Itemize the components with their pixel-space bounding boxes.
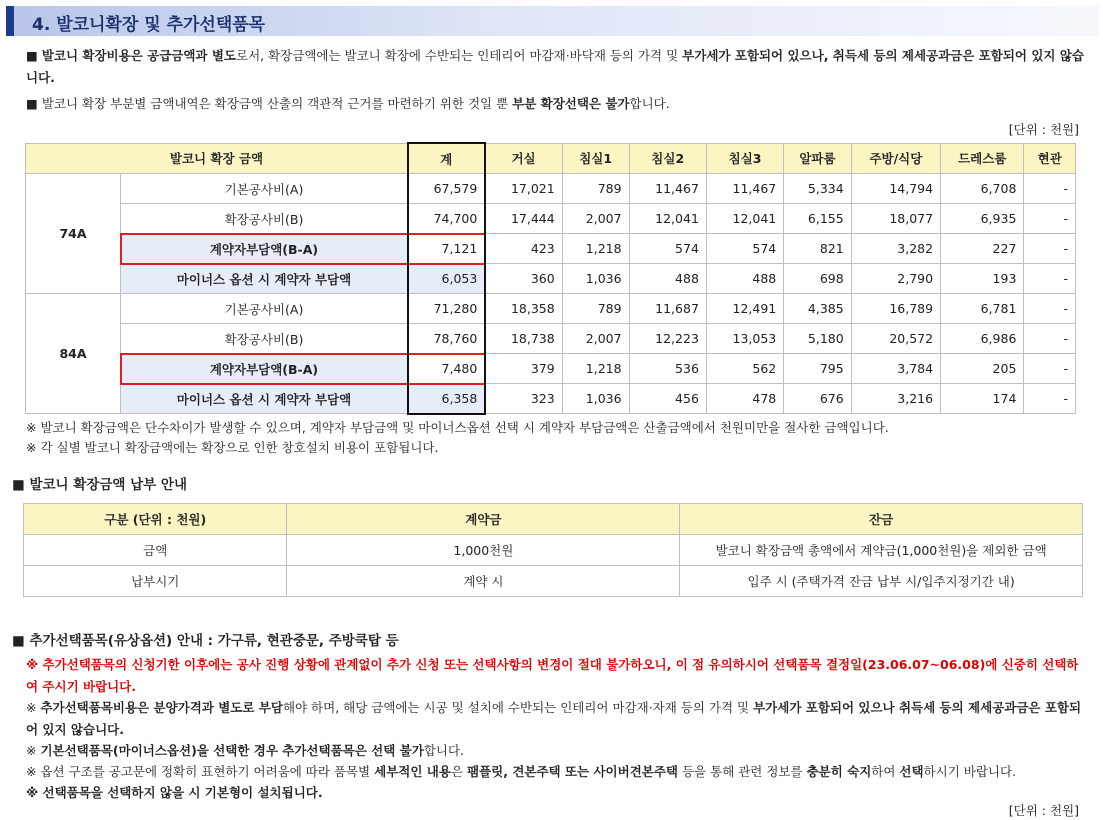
table-note-window: ※ 각 실별 발코니 확장금액에는 확장으로 인한 창호설치 비용이 포함됩니다. bbox=[26, 440, 439, 455]
value-cell: 18,077 bbox=[851, 204, 940, 234]
option-note-text: 세부적인 내용 bbox=[374, 764, 451, 779]
header-col-4: 침실2 bbox=[629, 143, 706, 174]
value-cell: 12,491 bbox=[706, 294, 783, 324]
payment-cell: 입주 시 (주택가격 잔금 납부 시/입주지정기간 내) bbox=[680, 566, 1083, 597]
table-row bbox=[24, 535, 1083, 566]
note-text: 부분 확장선택은 불가 bbox=[512, 96, 630, 111]
value-cell: - bbox=[1024, 264, 1076, 294]
row-label: 확장공사비(B) bbox=[121, 204, 408, 234]
value-cell: - bbox=[1024, 174, 1076, 204]
value-cell: 5,180 bbox=[784, 324, 851, 354]
option-note-text: ※ 선택품목을 선택하지 않을 시 기본형이 설치됩니다. bbox=[26, 785, 323, 800]
value-cell: - bbox=[1024, 234, 1076, 264]
value-cell: - bbox=[1024, 324, 1076, 354]
highlight-box bbox=[120, 353, 486, 385]
value-cell: 13,053 bbox=[706, 324, 783, 354]
page-title: 4. 발코니확장 및 추가선택품목 bbox=[32, 15, 266, 35]
value-cell: 174 bbox=[941, 384, 1024, 414]
table-row bbox=[24, 566, 1083, 597]
row-label: 계약자부담액(B-A) bbox=[121, 234, 408, 264]
table-row bbox=[26, 384, 1076, 414]
option-note bbox=[26, 654, 1088, 698]
option-note-text: 하여 bbox=[871, 764, 900, 779]
value-cell: 488 bbox=[629, 264, 706, 294]
value-cell: 18,358 bbox=[485, 294, 562, 324]
value-cell: - bbox=[1024, 354, 1076, 384]
value-cell: 12,041 bbox=[706, 204, 783, 234]
value-cell: 3,216 bbox=[851, 384, 940, 414]
total-cell: 67,579 bbox=[408, 174, 485, 204]
unit-type-74A: 74A bbox=[26, 174, 121, 294]
value-cell: 2,790 bbox=[851, 264, 940, 294]
table-row bbox=[26, 294, 1076, 324]
header-col-9: 현관 bbox=[1024, 143, 1076, 174]
value-cell: 676 bbox=[784, 384, 851, 414]
value-cell: 12,223 bbox=[629, 324, 706, 354]
row-label: 확장공사비(B) bbox=[121, 324, 408, 354]
header-col-6: 알파룸 bbox=[784, 143, 851, 174]
option-note-text: ※ bbox=[26, 700, 41, 715]
value-cell: 227 bbox=[941, 234, 1024, 264]
option-note bbox=[26, 761, 1088, 783]
unit-label: [단위 : 천원] bbox=[1008, 122, 1079, 137]
total-cell: 6,053 bbox=[408, 264, 485, 294]
value-cell: 6,708 bbox=[941, 174, 1024, 204]
value-cell: 574 bbox=[706, 234, 783, 264]
highlight-box bbox=[120, 233, 486, 265]
payment-cell: 발코니 확장금액 총액에서 계약금(1,000천원)을 제외한 금액 bbox=[680, 535, 1083, 566]
row-label: 마이너스 옵션 시 계약자 부담액 bbox=[121, 384, 408, 414]
value-cell: 360 bbox=[485, 264, 562, 294]
payment-cell: 1,000천원 bbox=[287, 535, 680, 566]
value-cell: 323 bbox=[485, 384, 562, 414]
header-col-7: 주방/식당 bbox=[851, 143, 940, 174]
table-row bbox=[26, 174, 1076, 204]
option-note-text: ※ 옵션 구조를 공고문에 정확히 표현하기 어려움에 따라 품목별 bbox=[26, 764, 375, 779]
option-note-text: 해야 하며, 해당 금액에는 시공 및 설치에 수반되는 인테리어 마감재·자재 등의 가격 및 bbox=[282, 700, 754, 715]
header-col-2: 거실 bbox=[485, 143, 562, 174]
value-cell: 6,155 bbox=[784, 204, 851, 234]
header-balcony-amount: 발코니 확장 금액 bbox=[26, 143, 408, 174]
option-note bbox=[26, 782, 1088, 804]
option-note-text: 은 bbox=[450, 764, 467, 779]
section-title-banner bbox=[6, 6, 1099, 36]
value-cell: 821 bbox=[784, 234, 851, 264]
note-text: 합니다. bbox=[629, 96, 670, 111]
value-cell: 20,572 bbox=[851, 324, 940, 354]
note-text: 로서, 확장금액에는 발코니 확장에 수반되는 인테리어 마감재·바닥재 등의 가격 및 bbox=[236, 48, 683, 63]
value-cell: 456 bbox=[629, 384, 706, 414]
payment-cell: 금액 bbox=[24, 535, 287, 566]
header-col-3: 침실1 bbox=[562, 143, 629, 174]
option-note-text: 하시기 바랍니다. bbox=[923, 764, 1017, 779]
row-label: 기본공사비(A) bbox=[121, 294, 408, 324]
value-cell: 789 bbox=[562, 174, 629, 204]
value-cell: 18,738 bbox=[485, 324, 562, 354]
option-note-text: 등을 통해 관련 정보를 bbox=[678, 764, 807, 779]
table-row bbox=[26, 204, 1076, 234]
option-note-text: ※ bbox=[26, 743, 41, 758]
option-note-text: 팸플릿, 견본주택 또는 사이버견본주택 bbox=[467, 764, 679, 779]
total-cell: 7,480 bbox=[408, 354, 485, 384]
table-note-rounding: ※ 발코니 확장금액은 단수차이가 발생할 수 있으며, 계약자 부담금액 및 마이너스옵션 선택 시 계약자 부담금액은 산출금액에서 천원미만을 절사한 금액입니다. bbox=[26, 420, 889, 435]
header-col-1: 계 bbox=[408, 143, 485, 174]
value-cell: 17,444 bbox=[485, 204, 562, 234]
total-cell: 71,280 bbox=[408, 294, 485, 324]
payment-guide-table bbox=[23, 503, 1083, 597]
value-cell: 11,467 bbox=[706, 174, 783, 204]
value-cell: 11,687 bbox=[629, 294, 706, 324]
value-cell: 1,036 bbox=[562, 384, 629, 414]
value-cell: 379 bbox=[485, 354, 562, 384]
option-note-text: 부가세가 포함되어 있으나 취득세 등의 제세공과금은 포함되어 있지 않습니다. bbox=[26, 700, 1082, 737]
value-cell: 11,467 bbox=[629, 174, 706, 204]
option-note bbox=[26, 697, 1088, 741]
bullet-square-icon: ■ bbox=[26, 96, 38, 111]
value-cell: 2,007 bbox=[562, 324, 629, 354]
value-cell: 488 bbox=[706, 264, 783, 294]
value-cell: 478 bbox=[706, 384, 783, 414]
note-partial-expansion bbox=[26, 93, 1088, 115]
option-note-text: 충분히 숙지 bbox=[806, 764, 872, 779]
payment-cell: 계약 시 bbox=[287, 566, 680, 597]
value-cell: 4,385 bbox=[784, 294, 851, 324]
header-col-5: 침실3 bbox=[706, 143, 783, 174]
value-cell: 6,935 bbox=[941, 204, 1024, 234]
row-label: 기본공사비(A) bbox=[121, 174, 408, 204]
total-cell: 7,121 bbox=[408, 234, 485, 264]
value-cell: - bbox=[1024, 384, 1076, 414]
total-cell: 6,358 bbox=[408, 384, 485, 414]
payment-header-1: 계약금 bbox=[287, 504, 680, 535]
value-cell: 562 bbox=[706, 354, 783, 384]
options-section-title: ■ 추가선택품목(유상옵션) 안내 : 가구류, 현관중문, 주방쿡탑 등 bbox=[12, 633, 399, 649]
value-cell: 17,021 bbox=[485, 174, 562, 204]
value-cell: 536 bbox=[629, 354, 706, 384]
value-cell: - bbox=[1024, 204, 1076, 234]
value-cell: 1,218 bbox=[562, 354, 629, 384]
value-cell: 1,036 bbox=[562, 264, 629, 294]
value-cell: 3,282 bbox=[851, 234, 940, 264]
unit-type-84A: 84A bbox=[26, 294, 121, 414]
value-cell: 205 bbox=[941, 354, 1024, 384]
value-cell: 3,784 bbox=[851, 354, 940, 384]
header-col-8: 드레스룸 bbox=[941, 143, 1024, 174]
row-label: 계약자부담액(B-A) bbox=[121, 354, 408, 384]
value-cell: 12,041 bbox=[629, 204, 706, 234]
value-cell: 14,794 bbox=[851, 174, 940, 204]
payment-header-2: 잔금 bbox=[680, 504, 1083, 535]
total-cell: 78,760 bbox=[408, 324, 485, 354]
payment-section-title: ■ 발코니 확장금액 납부 안내 bbox=[12, 477, 188, 493]
value-cell: 6,986 bbox=[941, 324, 1024, 354]
payment-cell: 납부시기 bbox=[24, 566, 287, 597]
note-expansion-cost bbox=[26, 45, 1088, 89]
table-row bbox=[26, 264, 1076, 294]
value-cell: 795 bbox=[784, 354, 851, 384]
value-cell: - bbox=[1024, 294, 1076, 324]
note-text: 부가세가 포함되어 있으나, 취득세 등의 제세공과금은 포함되어 있지 않습니다. bbox=[26, 48, 1084, 85]
value-cell: 2,007 bbox=[562, 204, 629, 234]
payment-header-0: 구분 (단위 : 천원) bbox=[24, 504, 287, 535]
options-unit-label: [단위 : 천원] bbox=[1008, 803, 1079, 818]
total-cell: 74,700 bbox=[408, 204, 485, 234]
value-cell: 16,789 bbox=[851, 294, 940, 324]
option-note-text: 선택 bbox=[899, 764, 924, 779]
row-label: 마이너스 옵션 시 계약자 부담액 bbox=[121, 264, 408, 294]
value-cell: 574 bbox=[629, 234, 706, 264]
option-note-text: 기본선택품목(마이너스옵션)을 선택한 경우 추가선택품목은 선택 불가 bbox=[40, 743, 424, 758]
value-cell: 1,218 bbox=[562, 234, 629, 264]
option-note bbox=[26, 740, 1088, 762]
value-cell: 193 bbox=[941, 264, 1024, 294]
value-cell: 5,334 bbox=[784, 174, 851, 204]
value-cell: 423 bbox=[485, 234, 562, 264]
option-note-text: ※ 추가선택품목의 신청기한 이후에는 공사 진행 상황에 관계없이 추가 신청 또는 선택사항의 변경이 절대 불가하오니, 이 점 유의하시어 선택품목 결정일(23.06.07~06.08)에 신중히 선택하여 주시기 바랍니다. bbox=[26, 657, 1079, 694]
bullet-square-icon: ■ bbox=[26, 48, 38, 63]
value-cell: 789 bbox=[562, 294, 629, 324]
option-note-text: 추가선택품목비용은 분양가격과 별도로 부담 bbox=[40, 700, 283, 715]
table-row bbox=[26, 324, 1076, 354]
note-text: 발코니 확장 부분별 금액내역은 확장금액 산출의 객관적 근거를 마련하기 위한 것일 뿐 bbox=[41, 96, 513, 111]
note-text: 발코니 확장비용은 공급금액과 별도 bbox=[41, 48, 236, 63]
value-cell: 6,781 bbox=[941, 294, 1024, 324]
value-cell: 698 bbox=[784, 264, 851, 294]
option-note-text: 합니다. bbox=[423, 743, 465, 758]
